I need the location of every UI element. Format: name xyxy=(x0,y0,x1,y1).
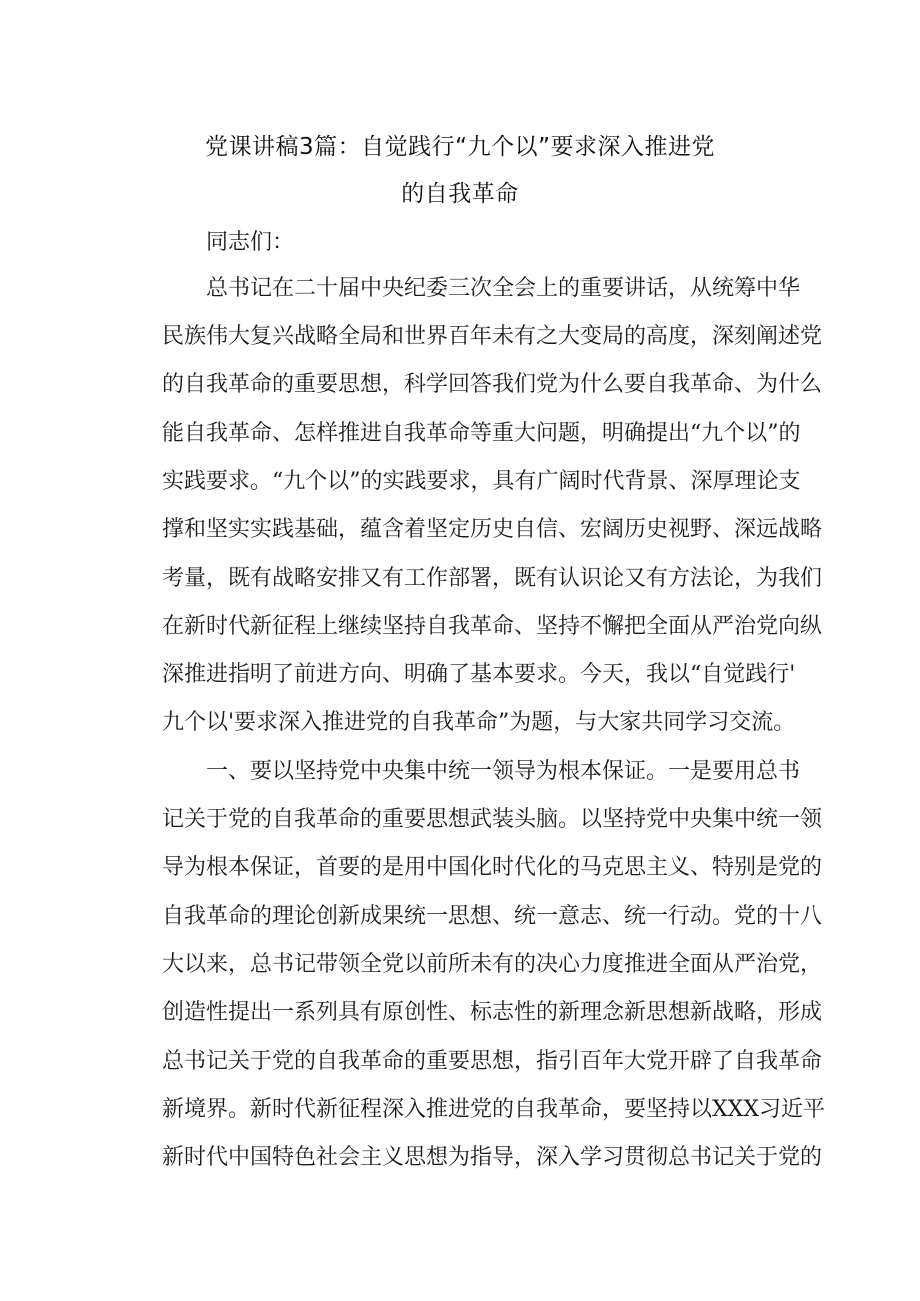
paragraph2-line: 一、要以坚持党中央集中统一领导为根本保证。一是要用总书 xyxy=(206,759,801,784)
paragraph1-line: 深推进指明了前进方向、明确了基本要求。今天，我以“自觉践行' xyxy=(162,662,796,687)
paragraph2-line: 大以来，总书记带领全党以前所未有的决心力度推进全面从严治党， xyxy=(162,952,823,977)
paragraph2-line: 总书记关于党的自我革命的重要思想，指引百年大党开辟了自我革命 xyxy=(162,1049,823,1074)
paragraph2-line: 导为根本保证，首要的是用中国化时代化的马克思主义、特别是党的 xyxy=(162,855,823,880)
salutation: 同志们： xyxy=(206,230,295,255)
paragraph1-line: 民族伟大复兴战略全局和世界百年未有之大变局的高度，深刻阐述党 xyxy=(162,324,823,349)
paragraph1-line: 考量，既有战略安排又有工作部署，既有认识论又有方法论，为我们 xyxy=(162,566,823,591)
paragraph1-line: 撑和坚实实践基础，蕴含着坚定历史自信、宏阔历史视野、深远战略 xyxy=(162,517,823,542)
paragraph2-line: 创造性提出一系列具有原创性、标志性的新理念新思想新战略，形成 xyxy=(162,1000,823,1025)
document-title-line2: 的自我革命 xyxy=(401,181,519,207)
paragraph2-line: 新境界。新时代新征程深入推进党的自我革命，要坚持以XXX习近平 xyxy=(162,1097,825,1122)
paragraph2-line: 记关于党的自我革命的重要思想武装头脑。以坚持党中央集中统一领 xyxy=(162,807,823,832)
paragraph2-line: 自我革命的理论创新成果统一思想、统一意志、统一行动。党的十八 xyxy=(162,904,823,929)
paragraph1-line: 总书记在二十届中央纪委三次全会上的重要讲话，从统筹中华 xyxy=(206,276,801,301)
paragraph1-line: 能自我革命、怎样推进自我革命等重大问题，明确提出“九个以”的 xyxy=(162,421,801,446)
paragraph1-line: 在新时代新征程上继续坚持自我革命、坚持不懈把全面从严治党向纵 xyxy=(162,614,823,639)
paragraph2-line: 新时代中国特色社会主义思想为指导，深入学习贯彻总书记关于党的 xyxy=(162,1145,823,1170)
paragraph1-line: 九个以'要求深入推进党的自我革命”为题，与大家共同学习交流。 xyxy=(162,710,796,735)
paragraph1-line: 的自我革命的重要思想，科学回答我们党为什么要自我革命、为什么 xyxy=(162,372,823,397)
paragraph1-line: 实践要求。“九个以”的实践要求，具有广阔时代背景、深厚理论支 xyxy=(162,469,801,494)
document-title-line1: 党课讲稿3篇：自觉践行“九个以”要求深入推进党 xyxy=(205,134,715,160)
